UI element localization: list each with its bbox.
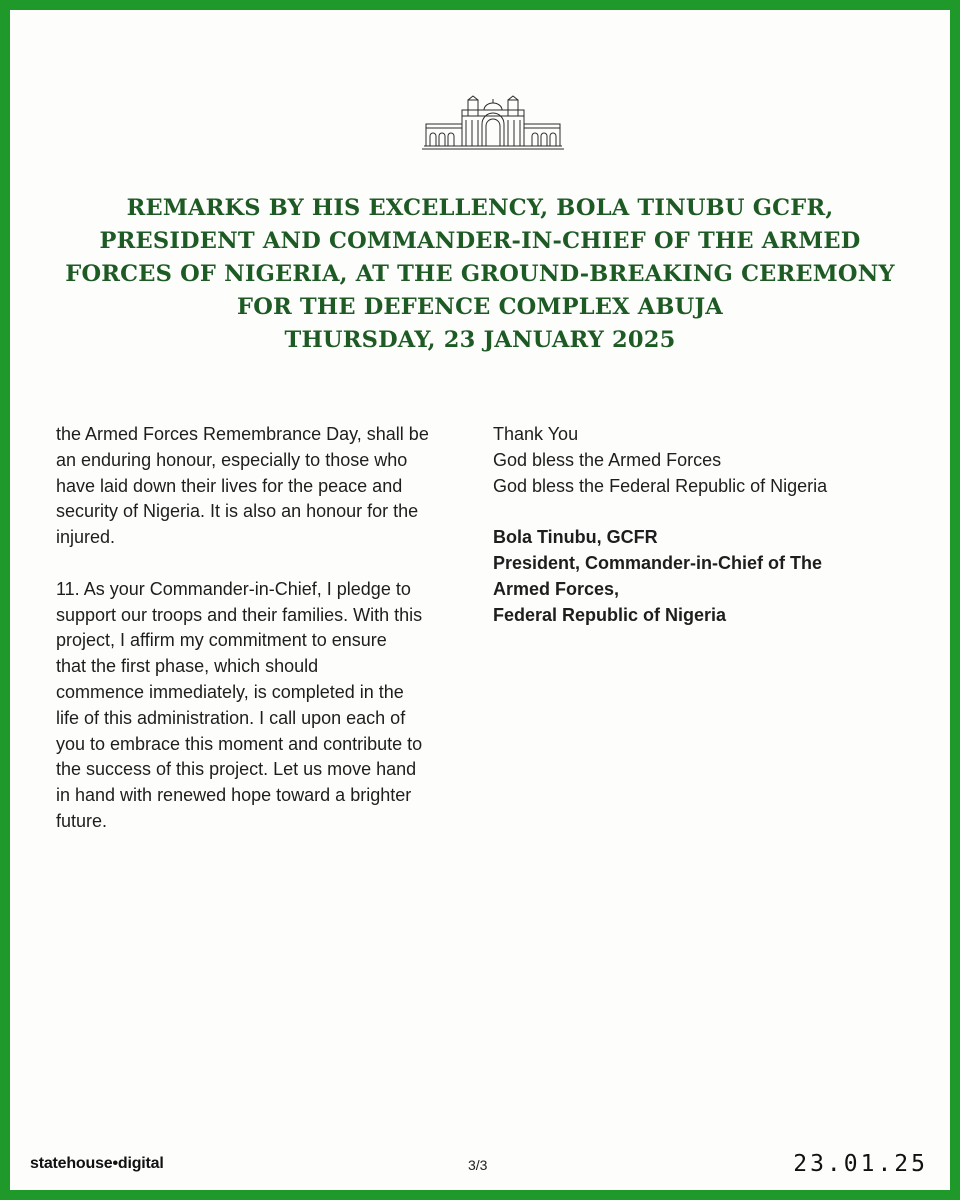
footer-brand: statehouse•digital [30, 1155, 164, 1172]
signature-line: Armed Forces, [493, 578, 620, 599]
title-line: REMARKS BY HIS EXCELLENCY, BOLA TINUBU GCFR, [126, 195, 834, 221]
body-line: project, I affirm my commitment to ensure [56, 630, 387, 651]
signature-line: Federal Republic of Nigeria [493, 604, 727, 625]
title-line: THURSDAY, 23 JANUARY 2025 [284, 327, 676, 353]
body-line: injured. [56, 527, 116, 548]
title-line: FOR THE DEFENCE COMPLEX ABUJA [237, 294, 723, 320]
body-line: future. [56, 810, 108, 831]
document-title [50, 192, 910, 357]
body-line: that the first phase, which should [56, 656, 319, 677]
right-text-column [493, 422, 913, 628]
body-line: have laid down their lives for the peace and [56, 475, 403, 496]
title-line: PRESIDENT AND COMMANDER-IN-CHIEF OF THE ARMED [99, 228, 861, 254]
body-line: security of Nigeria. It is also an honour for the [56, 501, 419, 522]
body-line: an enduring honour, especially to those who [56, 449, 408, 470]
body-line: the Armed Forces Remembrance Day, shall be [56, 424, 429, 444]
signature-line: President, Commander-in-Chief of The [493, 552, 823, 573]
statehouse-building-icon [420, 94, 566, 152]
body-line: support our troops and their families. With this [56, 604, 423, 625]
closing-line: Thank You [493, 424, 579, 444]
closing-line: God bless the Federal Republic of Nigeria [493, 475, 828, 496]
closing-line: God bless the Armed Forces [493, 449, 722, 470]
body-line: life of this administration. I call upon each of [56, 707, 406, 728]
body-line: 11. As your Commander-in-Chief, I pledge to [56, 578, 411, 599]
body-line: the success of this project. Let us move hand [56, 759, 417, 780]
body-line: you to embrace this moment and contribute to [56, 733, 423, 754]
page-indicator: 3/3 [468, 1157, 488, 1173]
body-line: commence immediately, is completed in the [56, 681, 404, 702]
paragraph-gap [56, 551, 481, 577]
body-line: in hand with renewed hope toward a brighter [56, 785, 412, 806]
paragraph-gap [493, 499, 913, 525]
signature-line: Bola Tinubu, GCFR [493, 527, 658, 548]
left-text-column [56, 422, 481, 835]
title-line: FORCES OF NIGERIA, AT THE GROUND-BREAKING CEREMONY [65, 261, 895, 287]
footer-date: 23.01.25 [793, 1151, 928, 1177]
